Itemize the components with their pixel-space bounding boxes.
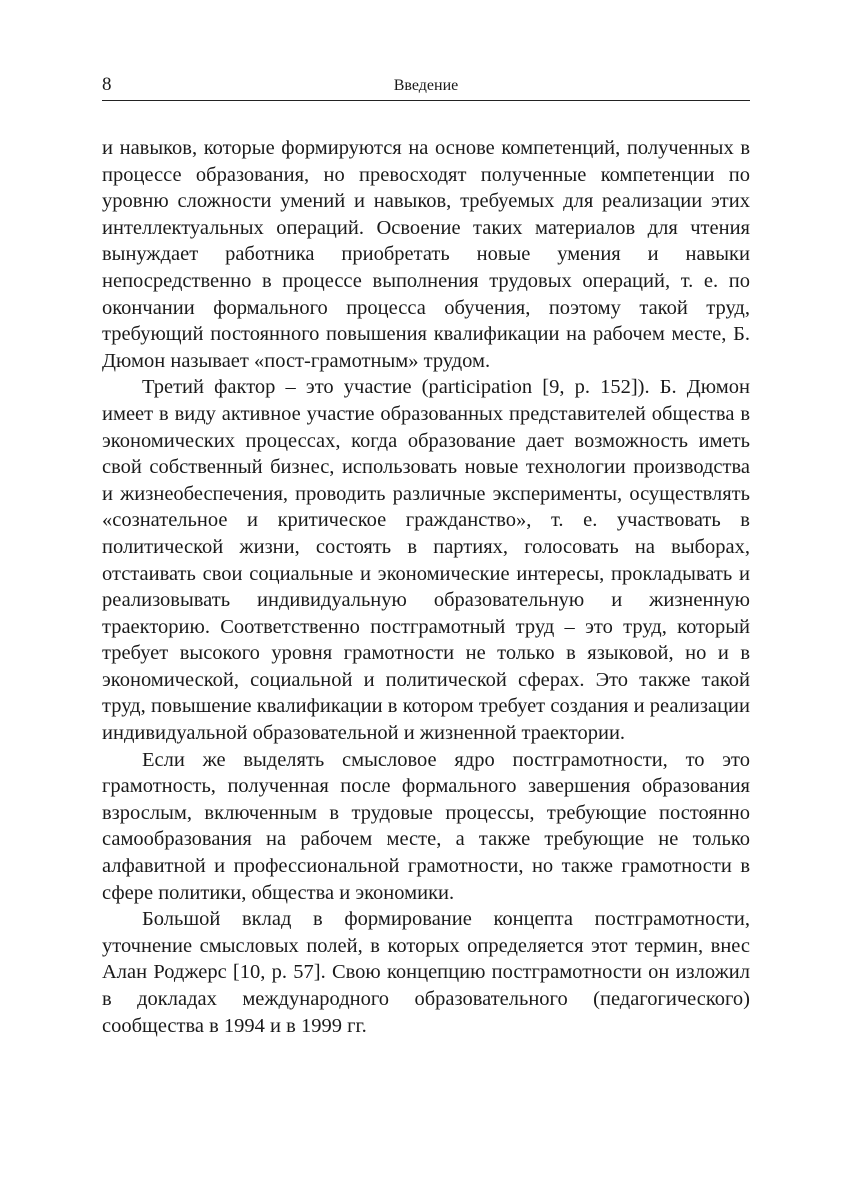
paragraph-1: и навыков, которые формируются на основе компетенций, полученных в процессе образования, но превосходят полученные компетенции по уровню сложности умений и навыков, требуемых для реализации этих интеллектуальных операций. Освоение таких материалов для чтения вынуждает работника приобретать новые умения и навыки непосредственно в процессе выполнения трудовых операций, т. е. по окончании формального процесса обучения, поэтому такой труд, требующий постоянного повышения квалификации на рабочем месте, Б. Дюмон называет «пост-грамотным» трудом. — [102, 137, 750, 372]
paragraph-3: Если же выделять смысловое ядро постграмотности, то это грамотность, полученная после формального завершения образования взрослым, включенным в трудовые процессы, требующие постоянно самообразования на рабочем месте, а также требующие не только алфавитной и профессиональной грамотности, но также грамотности в сфере политики, общества и экономики. — [102, 748, 750, 904]
paragraph-2: Третий фактор – это участие (participation [9, p. 152]). Б. Дюмон имеет в виду активное участие образованных представителей общества в экономических процессах, когда образование дает возможность иметь свой собственный бизнес, использовать новые технологии производства и жизнеобеспечения, проводить различные эксперименты, осуществлять «сознательное и критическое гражданство», т. е. участвовать в политической жизни, состоять в партиях, голосовать на выборах, отстаивать свои социальные и экономические интересы, прокладывать и реализовывать индивидуальную образовательную и жизненную траекторию. Соответственно постграмотный труд – это труд, который требует высокого уровня грамотности не только в языковой, но и в экономической, социальной и политической сферах. Это также такой труд, повышение квалификации в котором требует создания и реализации индивидуальной образовательной и жизненной траектории. — [102, 376, 750, 745]
page-number: 8 — [102, 74, 112, 95]
paragraph-4: Большой вклад в формирование концепта постграмотности, уточнение смысловых полей, в которых определяется этот термин, внес Алан Роджерс [10, p. 57]. Свою концепцию постграмотности он изложил в докладах международного образовательного (педагогического) сообщества в 1994 и в 1999 гг. — [102, 908, 750, 1037]
running-title: Введение — [393, 77, 459, 94]
body-text — [102, 135, 750, 1039]
page-header — [102, 70, 750, 101]
